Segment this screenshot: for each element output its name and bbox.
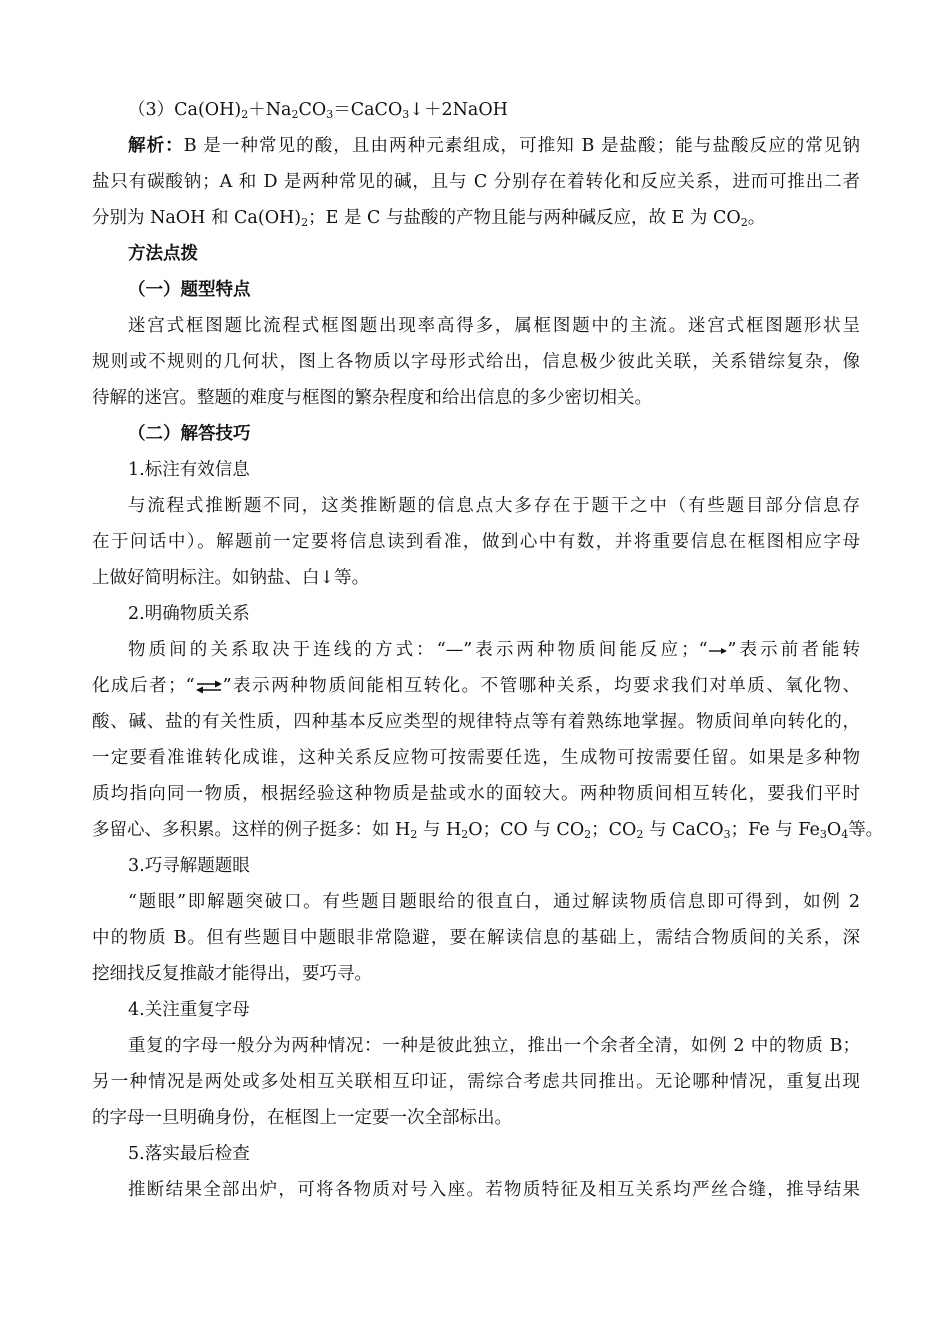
paragraph-line: “题眼”即解题突破口。有些题目题眼给的很直白，通过解读物质信息即可得到，如例 2 bbox=[128, 892, 860, 912]
section-heading: 方法点拨 bbox=[128, 244, 198, 264]
subscript: 2 bbox=[584, 828, 592, 841]
subscript: 2 bbox=[410, 828, 418, 841]
paragraph-line bbox=[92, 632, 860, 668]
subscript: 2 bbox=[740, 216, 748, 229]
text-span: ＝CaCO bbox=[333, 100, 403, 120]
text-span: 化成后者；“ bbox=[92, 676, 195, 696]
subscript: 2 bbox=[636, 828, 644, 841]
paragraph-line: 酸、碱、盐的有关性质，四种基本反应类型的规律特点等有着熟练地掌握。物质间单向转化的， bbox=[92, 712, 860, 732]
text-span: 。 bbox=[747, 208, 766, 228]
text-span: B 是一种常见的酸，且由两种元素组成，可推知 B 是盐酸；能与盐酸反应的常见钠 bbox=[183, 136, 861, 156]
subscript: 3 bbox=[402, 108, 410, 121]
subscript: 3 bbox=[326, 108, 334, 121]
text-span: 多留心、多积累。这样的例子挺多：如 H bbox=[92, 820, 411, 840]
paragraph-line: 质均指向同一物质，根据经验这种物质是盐或水的面较大。两种物质间相互转化，要我们平时 bbox=[92, 784, 860, 804]
numbered-heading: 3.巧寻解题题眼 bbox=[128, 856, 250, 876]
subscript: 3 bbox=[723, 828, 731, 841]
subsection-heading: （一）题型特点 bbox=[128, 280, 251, 300]
subscript: 2 bbox=[291, 108, 299, 121]
paragraph-line: 上做好简明标注。如钠盐、白↓等。 bbox=[92, 568, 370, 588]
subscript: 3 bbox=[819, 828, 827, 841]
text-span: CO bbox=[298, 100, 327, 120]
text-span: ”表示前者能转 bbox=[727, 640, 860, 660]
paragraph-line: 的字母一旦明确身份，在框图上一定要一次全部标出。 bbox=[92, 1108, 512, 1128]
text-span: ；E 是 C 与盐酸的产物且能与两种碱反应，故 E 为 CO bbox=[308, 208, 741, 228]
paragraph-line: 推断结果全部出炉，可将各物质对号入座。若物质特征及相互关系均严丝合缝，推导结果 bbox=[128, 1180, 860, 1200]
subscript: 2 bbox=[241, 108, 249, 121]
right-arrow-icon bbox=[708, 646, 728, 656]
text-span: 与 CaCO bbox=[643, 820, 724, 840]
subscript: 4 bbox=[841, 828, 849, 841]
subscript: 2 bbox=[461, 828, 469, 841]
document-page bbox=[92, 92, 884, 1208]
paragraph-line: 盐只有碳酸钠；A 和 D 是两种常见的碱，且与 C 分别存在着转化和反应关系，进而可推出二者 bbox=[92, 172, 860, 192]
paragraph-line: 在于问话中）。解题前一定要将信息读到看准，做到心中有数，并将重要信息在框图相应字母 bbox=[92, 532, 860, 552]
text-span: ＋Na bbox=[248, 100, 292, 120]
text-span: O bbox=[826, 820, 842, 840]
numbered-heading: 5.落实最后检查 bbox=[128, 1144, 250, 1164]
numbered-heading: 1.标注有效信息 bbox=[128, 460, 250, 480]
text-span: ；CO bbox=[591, 820, 637, 840]
text-span: 分别为 NaOH 和 Ca(OH) bbox=[92, 208, 302, 228]
text-span: ；Fe 与 Fe bbox=[730, 820, 820, 840]
subsection-heading: （二）解答技巧 bbox=[128, 424, 251, 444]
numbered-heading: 4.关注重复字母 bbox=[128, 1000, 250, 1020]
text-span: 物质间的关系取决于连线的方式：“—”表示两种物质间能反应；“ bbox=[128, 640, 708, 660]
paragraph-line: 一定要看准谁转化成谁，这种关系反应物可按需要任选，生成物可按需要任留。如果是多种物 bbox=[92, 748, 860, 768]
analysis-label: 解析： bbox=[128, 136, 184, 156]
paragraph-line: 与流程式推断题不同，这类推断题的信息点大多存在于题干之中（有些题目部分信息存 bbox=[128, 496, 860, 516]
text-span: ↓＋2NaOH bbox=[409, 100, 508, 120]
paragraph-line: 挖细找反复推敲才能得出，要巧寻。 bbox=[92, 964, 372, 984]
paragraph-line bbox=[92, 668, 860, 704]
paragraph-line: 重复的字母一般分为两种情况：一种是彼此独立，推出一个余者全清，如例 2 中的物质 B； bbox=[128, 1036, 860, 1056]
paragraph-line: 中的物质 B。但有些题目中题眼非常隐避，要在解读信息的基础上，需结合物质间的关系，深 bbox=[92, 928, 860, 948]
text-span: （3）Ca(OH) bbox=[128, 100, 242, 120]
text-span: 与 H bbox=[417, 820, 462, 840]
paragraph-line bbox=[92, 200, 860, 236]
numbered-heading: 2.明确物质关系 bbox=[128, 604, 250, 624]
analysis-line bbox=[92, 128, 860, 164]
text-span: O；CO 与 CO bbox=[468, 820, 585, 840]
paragraph-line bbox=[92, 812, 884, 848]
paragraph-line: 迷宫式框图题比流程式框图题出现率高得多，属框图题中的主流。迷宫式框图题形状呈 bbox=[128, 316, 860, 336]
subscript: 2 bbox=[301, 216, 309, 229]
equation-line bbox=[92, 92, 860, 128]
paragraph-line: 待解的迷宫。整题的难度与框图的繁杂程度和给出信息的多少密切相关。 bbox=[92, 388, 652, 408]
text-span: ”表示两种物质间能相互转化。不管哪种关系，均要求我们对单质、氧化物、 bbox=[222, 676, 860, 696]
paragraph-line: 规则或不规则的几何状，图上各物质以字母形式给出，信息极少彼此关联，关系错综复杂，像 bbox=[92, 352, 860, 372]
text-span: 等。 bbox=[848, 820, 884, 840]
double-arrow-icon bbox=[195, 680, 223, 694]
paragraph-line: 另一种情况是两处或多处相互关联相互印证，需综合考虑共同推出。无论哪种情况，重复出现 bbox=[92, 1072, 860, 1092]
